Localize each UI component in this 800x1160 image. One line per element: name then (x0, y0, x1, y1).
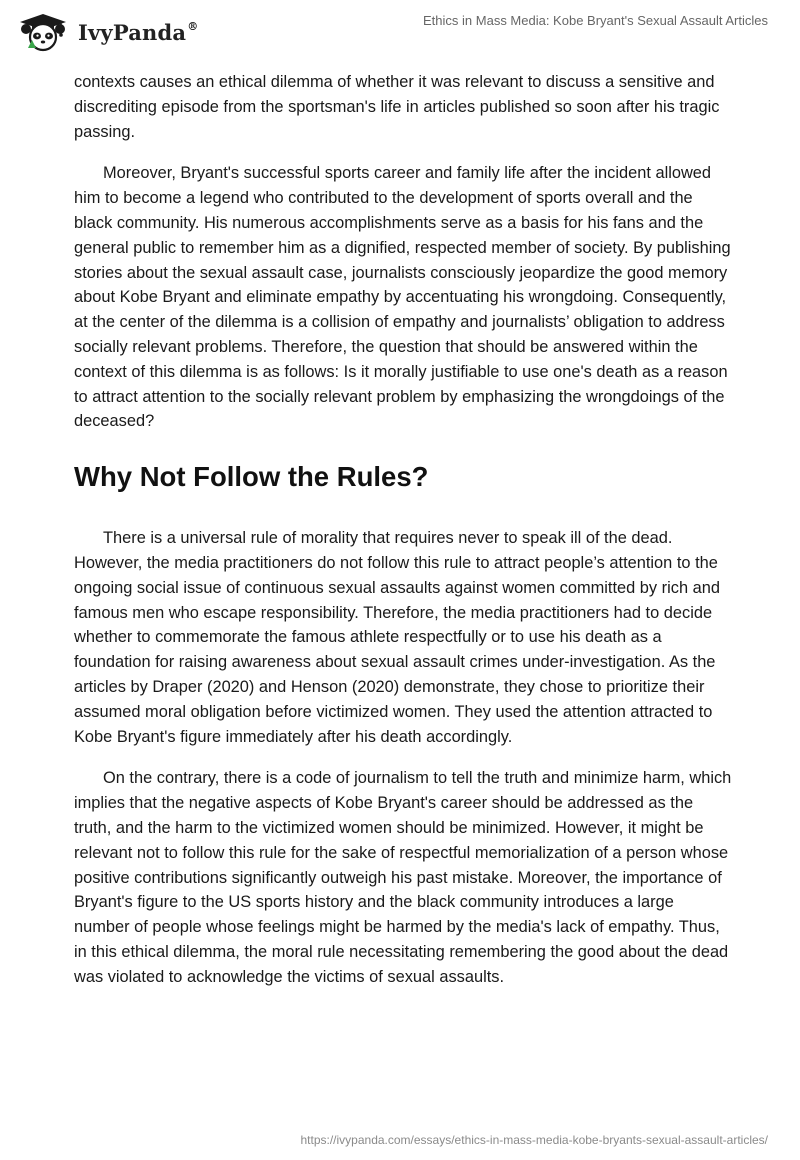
paragraph-1: contexts causes an ethical dilemma of whether it was relevant to discuss a sensitive and discrediting episode from the sportsman's life in articles published so soon after his tragic passing. (74, 73, 720, 141)
source-url[interactable]: https://ivypanda.com/essays/ethics-in-mass-media-kobe-bryants-sexual-assault-articles/ (300, 1133, 768, 1147)
paragraph-3: There is a universal rule of morality that requires never to speak ill of the dead. However, the media practitioners do not follow this rule to attract people’s attention to the ongoing social issue of continuous sexual assaults against women committed by rich and famous men who escape responsibility. Therefore, the media practitioners had to decide whether to commemorate the famous athlete respectfully or to use his death as a foundation for raising awareness about sexual assault crimes under-investigation. As the articles by Draper (2020) and Henson (2020) demonstrate, they chose to prioritize their assumed moral obligation before victimized women. They used the attention attracted to Kobe Bryant's figure immediately after his death accordingly. (74, 529, 720, 746)
brand-name: IvyPanda® (78, 19, 199, 45)
section-heading: Why Not Follow the Rules? (74, 461, 429, 493)
paragraph-4: On the contrary, there is a code of journalism to tell the truth and minimize harm, which implies that the negative aspects of Kobe Bryant's career should be addressed as the truth, and the harm to the victimized women should be minimized. However, it might be relevant not to follow this rule for the sake of respectful memorialization of a person whose positive contributions significantly outweigh his past mistake. Moreover, the importance of Bryant's figure to the US sports history and the black community introduces a large number of people whose feelings might be harmed by the media's lack of empathy. Thus, in this ethical dilemma, the moral rule necessitating remembering the good about the dead was violated to acknowledge the victims of sexual assaults. (74, 769, 732, 986)
panda-graduate-icon (14, 12, 72, 52)
registered-mark: ® (187, 19, 199, 33)
logo[interactable] (14, 12, 198, 52)
document-title: Ethics in Mass Media: Kobe Bryant's Sexual Assault Articles (423, 13, 768, 28)
paragraph-2: Moreover, Bryant's successful sports career and family life after the incident allowed him to become a legend who contributed to the development of sports overall and the black community. His numerous accomplishments serve as a basis for his fans and the general public to remember him as a dignified, respected member of society. By publishing stories about the sexual assault case, journalists consciously jeopardize the good memory about Kobe Bryant and eliminate empathy by accentuating his wrongdoing. Consequently, at the center of the dilemma is a collision of empathy and journalists’ obligation to address socially relevant problems. Therefore, the question that should be answered within the context of this dilemma is as follows: Is it morally justifiable to use one's death as a reason to attract attention to the socially relevant problem by emphasizing the wrongdoings of the deceased? (74, 164, 731, 431)
article-body (74, 70, 732, 1007)
